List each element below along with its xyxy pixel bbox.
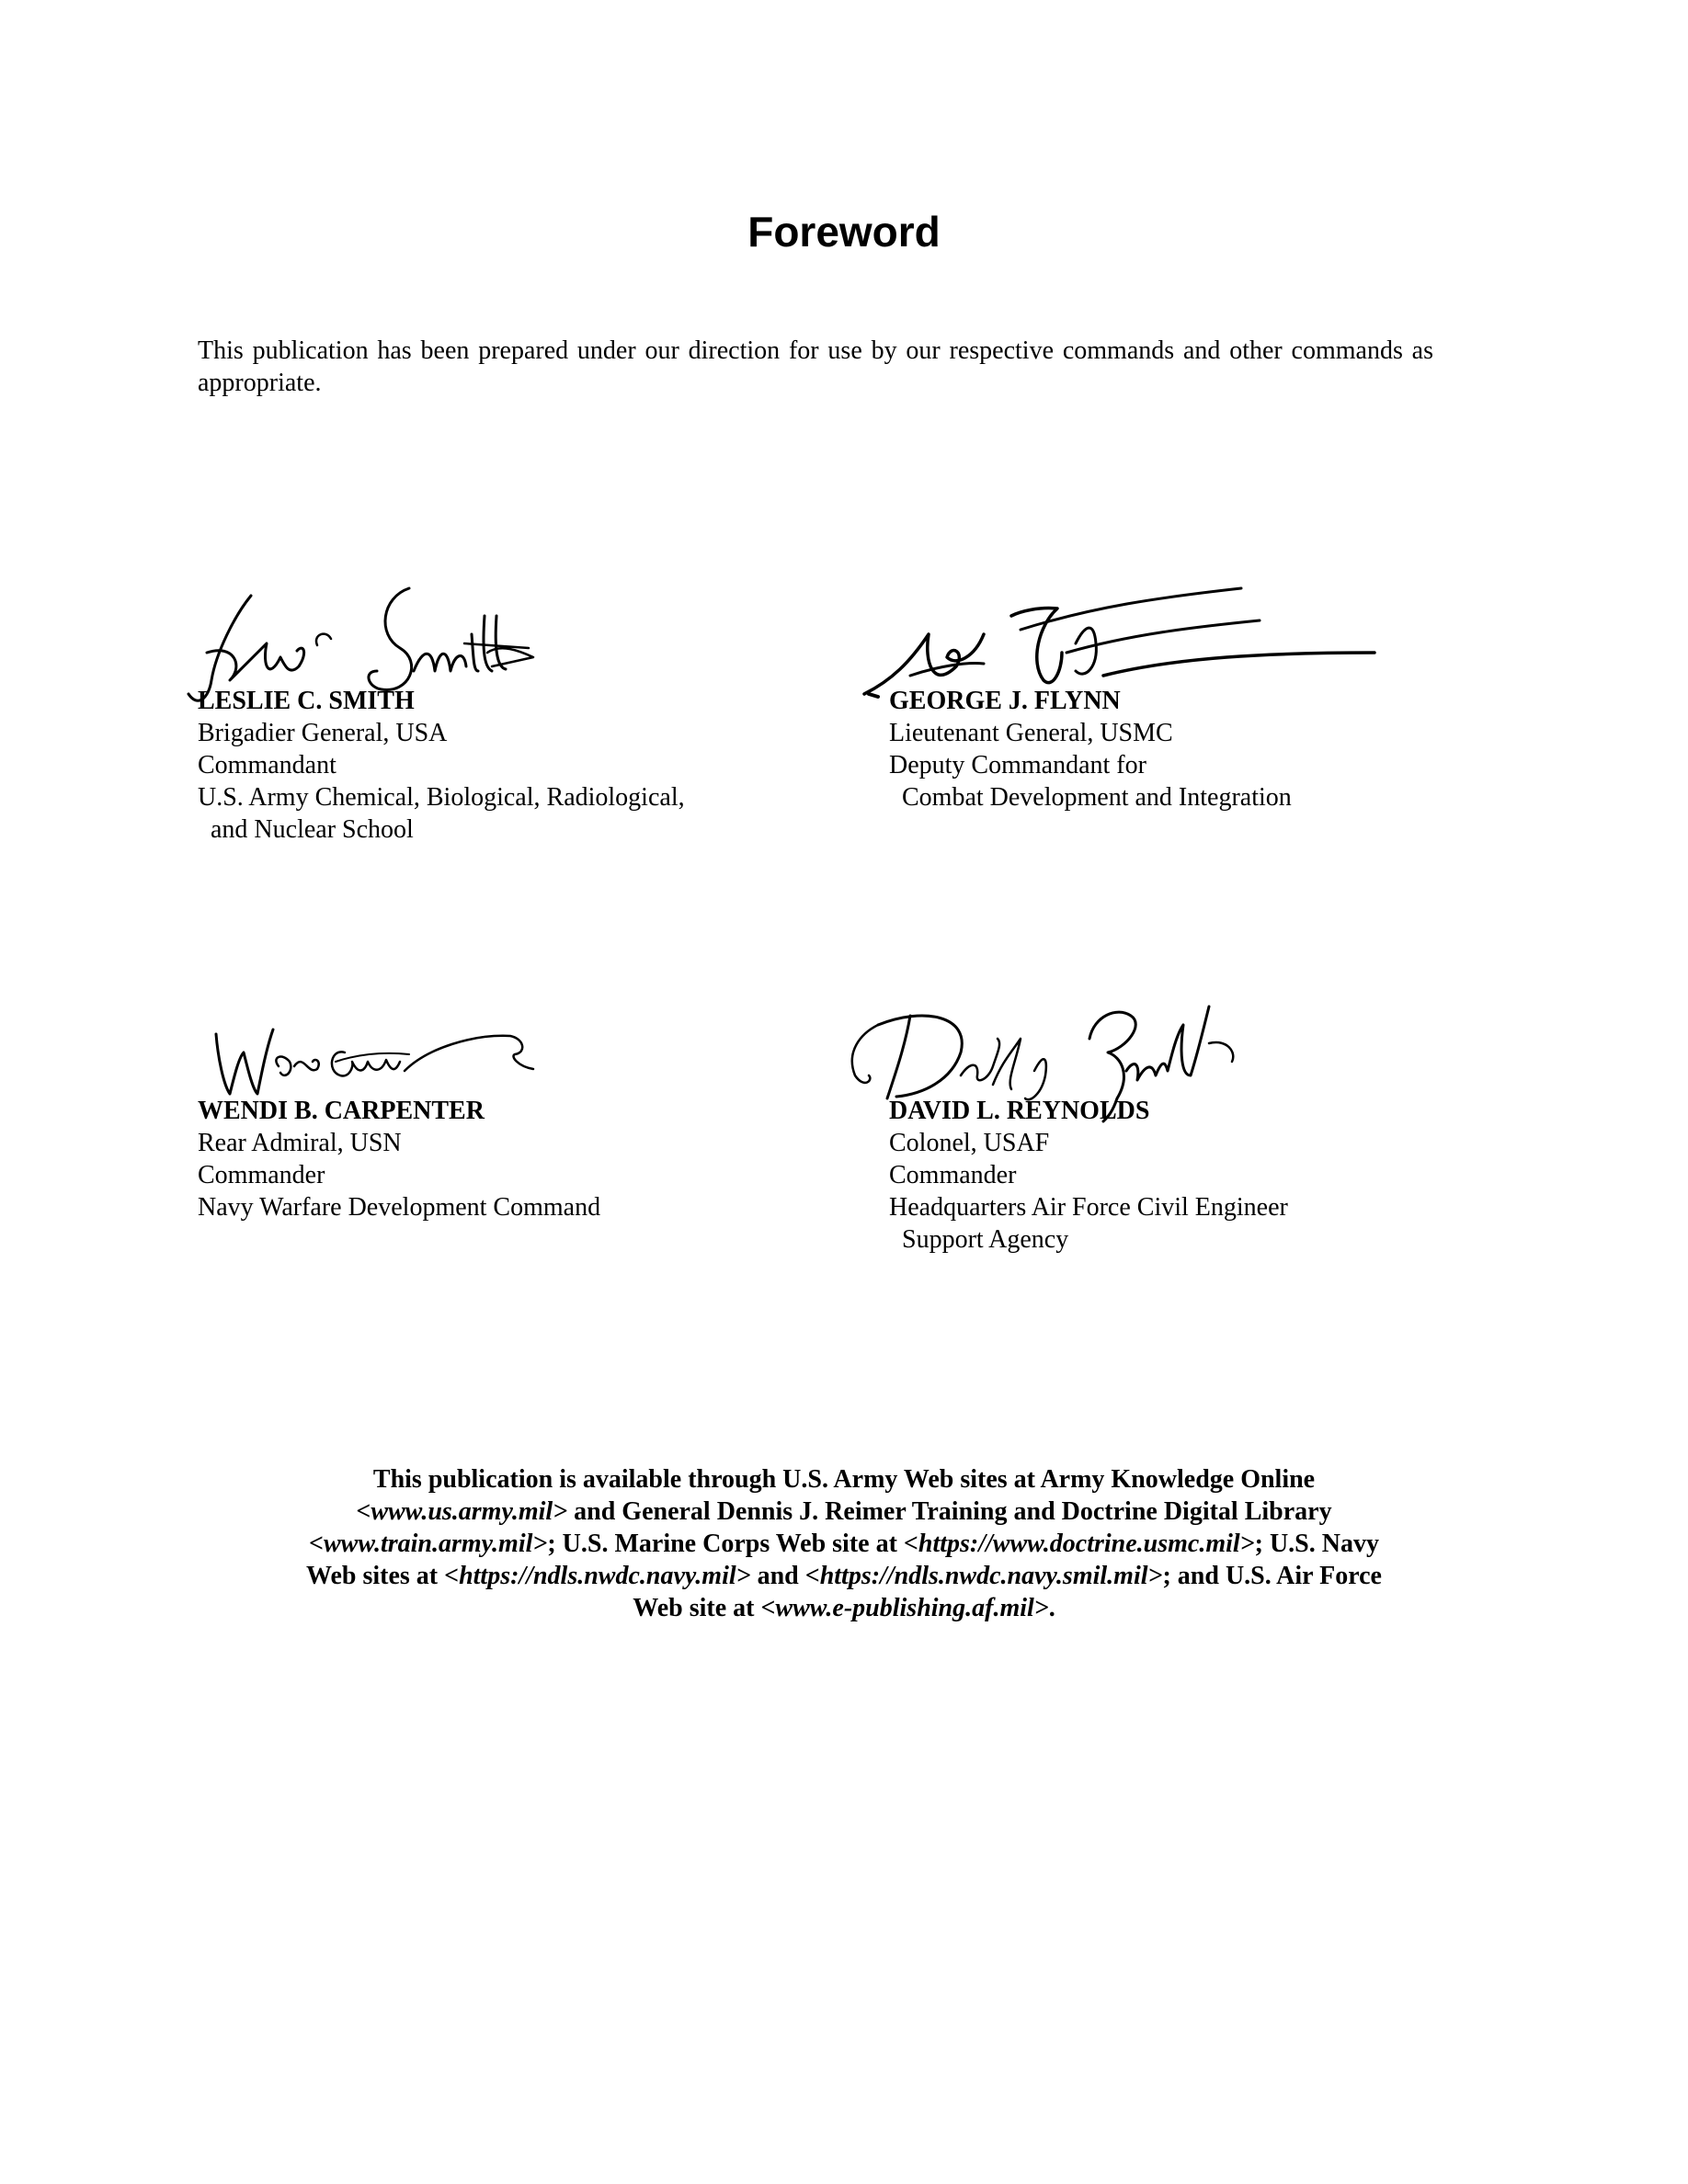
- navy-ndls-smil-link[interactable]: <https://ndls.nwdc.navy.smil.mil>: [804, 1562, 1163, 1590]
- availability-text: This publication is available through U.S. Army Web sites at Army Knowledge Online: [372, 1465, 1316, 1494]
- signatory-block-flynn: [889, 685, 1292, 813]
- availability-text: and General Dennis J. Reimer Training and Doctrine Digital Library: [567, 1497, 1332, 1526]
- reimer-digital-library-link[interactable]: <www.train.army.mil>: [309, 1530, 548, 1558]
- signatory-title: Commandant: [198, 751, 336, 779]
- signatory-rank: Brigadier General, USA: [198, 719, 448, 747]
- signatory-name: LESLIE C. SMITH: [198, 687, 415, 715]
- signatory-block-carpenter: [198, 1095, 600, 1223]
- signatory-title: Deputy Commandant for: [889, 751, 1146, 779]
- signatory-block-smith: [198, 685, 685, 846]
- foreword-intro-paragraph: This publication has been prepared under our direction for use by our respective commands and other commands as appropriate.: [198, 336, 1433, 397]
- availability-notice: [292, 1463, 1396, 1624]
- signatory-organization: U.S. Army Chemical, Biological, Radiological,: [198, 783, 685, 812]
- signatory-organization: Navy Warfare Development Command: [198, 1193, 601, 1222]
- signatory-title-cont: Combat Development and Integration: [902, 783, 1292, 812]
- availability-text: ; and U.S. Air Force Web site at: [633, 1562, 1382, 1622]
- signatory-block-reynolds: [889, 1095, 1288, 1256]
- signatory-rank: Lieutenant General, USMC: [889, 719, 1173, 747]
- usmc-doctrine-link[interactable]: <https://www.doctrine.usmc.mil>: [903, 1530, 1255, 1558]
- signatory-name: DAVID L. REYNOLDS: [889, 1097, 1150, 1125]
- availability-text: .: [1048, 1594, 1055, 1622]
- signatory-organization-cont: Support Agency: [902, 1225, 1069, 1254]
- signatory-name: GEORGE J. FLYNN: [889, 687, 1121, 715]
- signatory-title: Commander: [198, 1161, 325, 1189]
- page-title: Foreword: [747, 208, 941, 256]
- signatory-organization-cont: and Nuclear School: [211, 815, 414, 844]
- signatory-rank: Rear Admiral, USN: [198, 1129, 402, 1157]
- availability-text: ; U.S. Navy Web sites at: [306, 1530, 1379, 1590]
- air-force-e-publishing-link[interactable]: <www.e-publishing.af.mil>: [760, 1594, 1049, 1622]
- navy-ndls-link[interactable]: <https://ndls.nwdc.navy.mil>: [444, 1562, 751, 1590]
- signatory-organization: Headquarters Air Force Civil Engineer: [889, 1193, 1288, 1222]
- signature-wendi-carpenter: [207, 1016, 547, 1108]
- signatory-name: WENDI B. CARPENTER: [198, 1097, 485, 1125]
- army-knowledge-online-link[interactable]: <www.us.army.mil>: [356, 1497, 568, 1526]
- signatory-title: Commander: [889, 1161, 1017, 1189]
- signatory-rank: Colonel, USAF: [889, 1129, 1050, 1157]
- availability-text: and: [750, 1562, 805, 1590]
- availability-text: ; U.S. Marine Corps Web site at: [547, 1530, 904, 1558]
